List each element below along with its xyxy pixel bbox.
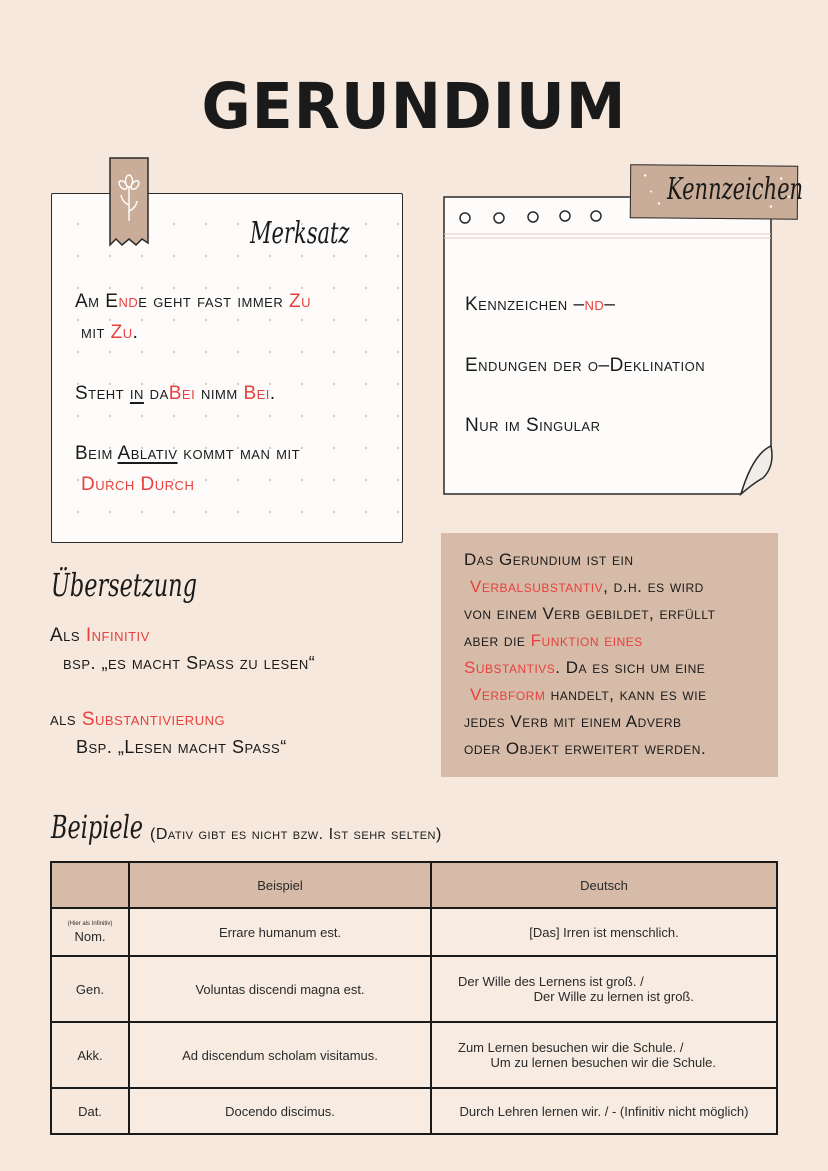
text: Kennzeichen – [465, 294, 585, 315]
highlight: nd [118, 291, 139, 312]
latin-cell: Errare humanum est. [129, 908, 431, 956]
case-note: (Hier als Infinitiv) [67, 920, 113, 927]
uebersetzung-heading: Übersetzung [51, 566, 197, 604]
text: . Da es sich um eine [555, 658, 706, 677]
highlight: Zu [288, 291, 311, 312]
latin-cell: Docendo discimus. [129, 1088, 431, 1134]
german-cell: [Das] Irren ist menschlich. [431, 908, 777, 956]
merksatz-line-2 [81, 322, 138, 344]
info-line-3: von einem Verb gebildet, erfüllt [464, 604, 716, 623]
text: . [132, 322, 139, 343]
highlight: Zu [110, 322, 133, 343]
german-cell: Durch Lehren lernen wir. / - (Infinitiv nicht möglich) [431, 1088, 777, 1134]
latin-cell: Voluntas discendi magna est. [129, 956, 431, 1022]
info-line-4 [464, 631, 643, 651]
highlight: Bei [168, 383, 196, 404]
uebersetzung-line-1 [50, 625, 150, 647]
merksatz-line-5: Durch Durch [81, 474, 195, 495]
uebersetzung-line-3 [50, 709, 225, 731]
table-row [51, 956, 777, 1022]
table-header-deutsch: Deutsch [431, 862, 777, 908]
table-header-row [51, 862, 777, 908]
beispiele-note: (Dativ gibt es nicht bzw. Ist sehr selten) [150, 826, 442, 843]
text: , d.h. es wird [603, 577, 704, 596]
case-cell: Gen. [51, 956, 129, 1022]
uebersetzung-line-4: Bsp. „Lesen macht Spass“ [76, 737, 287, 757]
merksatz-heading: Merksatz [250, 216, 350, 251]
kennzeichen-line-2: Endungen der o–Deklination [465, 355, 706, 376]
latin-cell: Ad discendum scholam visitamus. [129, 1022, 431, 1088]
german-line-2: Der Wille zu lernen ist groß. [533, 989, 694, 1004]
german-line-1: Der Wille des Lernens ist groß. / [458, 974, 644, 989]
table-row [51, 1022, 777, 1088]
info-line-6 [470, 685, 707, 705]
text: – [604, 294, 616, 315]
highlight: Infinitiv [85, 625, 150, 646]
underlined-text: in [129, 383, 144, 404]
highlight: Verbalsubstantiv [470, 577, 604, 596]
german-cell [431, 956, 777, 1022]
text: Am E [75, 291, 119, 312]
german-line-1: Zum Lernen besuchen wir die Schule. / [458, 1040, 684, 1055]
text: mit [81, 322, 111, 343]
info-line-1: Das Gerundium ist ein [464, 550, 634, 569]
text: handelt, kann es wie [545, 685, 707, 704]
info-line-7: jedes Verb mit einem Adverb [464, 712, 682, 731]
kennzeichen-heading: Kennzeichen [667, 172, 804, 207]
merksatz-line-4 [75, 443, 300, 465]
merksatz-line-3 [75, 383, 276, 405]
text: aber die [464, 631, 531, 650]
washi-tape-flower-icon [109, 157, 149, 247]
kennzeichen-line-3: Nur im Singular [465, 415, 601, 436]
kennzeichen-notepad [441, 194, 781, 499]
examples-table [50, 861, 778, 1135]
page-title: GERUNDIUM [201, 70, 627, 144]
uebersetzung-line-2: bsp. „es macht Spass zu lesen“ [63, 653, 316, 673]
case-label: Nom. [74, 928, 106, 944]
case-cell: Akk. [51, 1022, 129, 1088]
text: kommt man mit [177, 443, 301, 464]
table-row [51, 1088, 777, 1134]
info-line-8: oder Objekt erweitert werden. [464, 739, 707, 758]
case-cell: Dat. [51, 1088, 129, 1134]
text: e geht fast immer [138, 291, 289, 312]
text: als [50, 709, 82, 730]
german-line-2: Um zu lernen besuchen wir die Schule. [490, 1055, 716, 1070]
table-header-beispiel: Beispiel [129, 862, 431, 908]
highlight: Funktion eines [530, 631, 643, 650]
table-header-case [51, 862, 129, 908]
highlight: Bei [243, 383, 270, 404]
text: Beim [75, 443, 118, 464]
underlined-text: Ablativ [117, 443, 178, 464]
german-cell [431, 1022, 777, 1088]
highlight: Substantivierung [81, 709, 226, 730]
text: da [143, 383, 169, 404]
highlight: Verbform [470, 685, 546, 704]
beispiele-heading: Beipiele [51, 808, 144, 846]
kennzeichen-line-1 [465, 294, 615, 316]
text: Steht [75, 383, 130, 404]
text: . [269, 383, 276, 404]
table-row [51, 908, 777, 956]
highlight: nd [584, 294, 605, 315]
merksatz-line-1 [75, 291, 311, 313]
text: Als [50, 625, 86, 646]
highlight: Substantivs [464, 658, 556, 677]
info-line-5 [464, 658, 705, 678]
case-cell [51, 908, 129, 956]
info-line-2 [470, 577, 704, 597]
text: nimm [195, 383, 244, 404]
